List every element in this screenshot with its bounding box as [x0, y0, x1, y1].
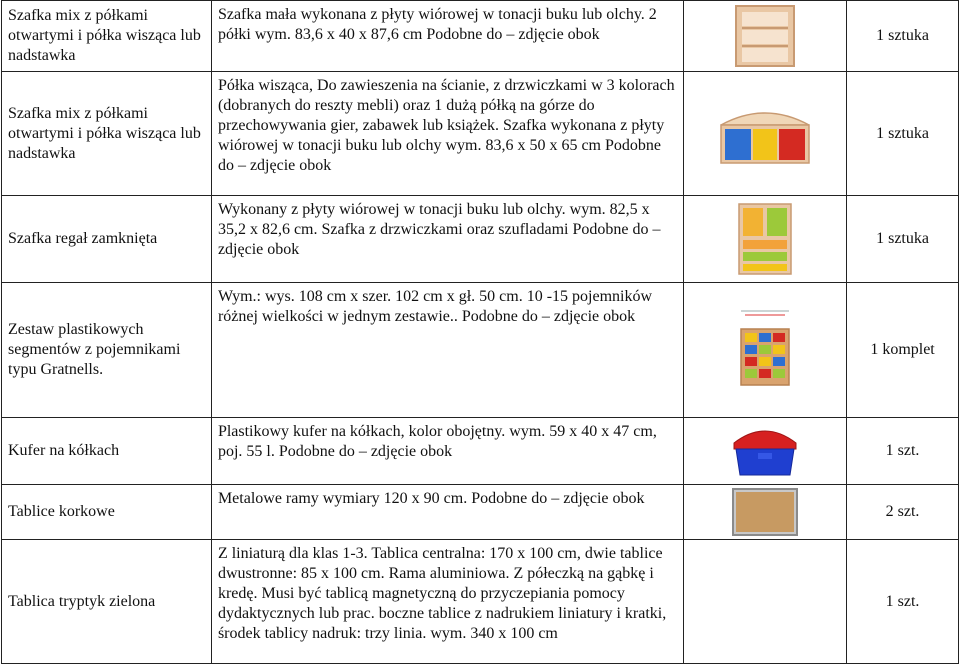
- wall-shelf-icon: [717, 103, 813, 165]
- item-quantity: 1 szt.: [847, 540, 959, 664]
- item-description: Wykonany z płyty wiórowej w tonacji buku lub olchy. wym. 82,5 x 35,2 x 82,6 cm. Szafka z drzwiczkami oraz szufladami Podobne do – zdjęcie obok: [211, 196, 683, 283]
- item-image: [684, 1, 847, 72]
- item-quantity: 1 szt.: [847, 418, 959, 485]
- item-description: Wym.: wys. 108 cm x szer. 102 cm x gł. 50 cm. 10 -15 pojemników różnej wielkości w jednym zestawie.. Podobne do – zdjęcie obok: [211, 283, 683, 418]
- item-name: Tablica tryptyk zielona: [2, 540, 212, 664]
- toy-chest-icon: [730, 423, 800, 479]
- item-quantity: 1 komplet: [847, 283, 959, 418]
- item-image: [684, 283, 847, 418]
- item-quantity: 1 sztuka: [847, 196, 959, 283]
- item-quantity: 2 szt.: [847, 485, 959, 540]
- table-row: [2, 283, 959, 418]
- item-description: Z liniaturą dla klas 1-3. Tablica centralna: 170 x 100 cm, dwie tablice dwustronne: 85 x 100 cm. Rama aluminiowa. Z półeczką na gąbkę i kredę. Musi być tablicą magnetyczną do przyczepiania pomocy dydaktycznych lub prac. boczne tablice z nadrukiem liniatury i kratki, środek tablicy nadruk: trzy linia. wym. 340 x 100 cm: [211, 540, 683, 664]
- tray-unit-icon: [735, 305, 795, 395]
- open-shelf-cabinet-icon: [734, 4, 796, 68]
- table-row: [2, 196, 959, 283]
- item-name: Zestaw plastikowych segmentów z pojemnikami typu Gratnells.: [2, 283, 212, 418]
- item-image: [684, 418, 847, 485]
- table-row: [2, 1, 959, 72]
- item-name: Szafka mix z półkami otwartymi i półka wisząca lub nadstawka: [2, 72, 212, 196]
- item-description: Metalowe ramy wymiary 120 x 90 cm. Podobne do – zdjęcie obok: [211, 485, 683, 540]
- table-row: [2, 418, 959, 485]
- table-row: [2, 540, 959, 664]
- item-image: [684, 196, 847, 283]
- closed-cabinet-icon: [737, 202, 793, 276]
- item-quantity: 1 sztuka: [847, 1, 959, 72]
- item-image: [684, 72, 847, 196]
- item-description: Półka wisząca, Do zawieszenia na ścianie, z drzwiczkami w 3 kolorach (dobranych do reszty mebli) oraz 1 dużą półką na górze do przechowywania gier, zabawek lub książek. Szafka wykonana z płyty wiórowej w tonacji buku lub olchy wym. 83,6 x 50 x 65 cm Podobne do – zdjęcie obok: [211, 72, 683, 196]
- item-description: Szafka mała wykonana z płyty wiórowej w tonacji buku lub olchy. 2 półki wym. 83,6 x 40 x 87,6 cm Podobne do – zdjęcie obok: [211, 1, 683, 72]
- item-image: [684, 540, 847, 664]
- item-description: Plastikowy kufer na kółkach, kolor obojętny. wym. 59 x 40 x 47 cm, poj. 55 l. Podobne do – zdjęcie obok: [211, 418, 683, 485]
- item-image: [684, 485, 847, 540]
- equipment-table: [1, 0, 959, 664]
- cork-board-icon: [732, 488, 798, 536]
- item-quantity: 1 sztuka: [847, 72, 959, 196]
- item-name: Kufer na kółkach: [2, 418, 212, 485]
- table-row: [2, 72, 959, 196]
- item-name: Szafka mix z półkami otwartymi i półka wisząca lub nadstawka: [2, 1, 212, 72]
- item-name: Tablice korkowe: [2, 485, 212, 540]
- item-name: Szafka regał zamknięta: [2, 196, 212, 283]
- table-row: [2, 485, 959, 540]
